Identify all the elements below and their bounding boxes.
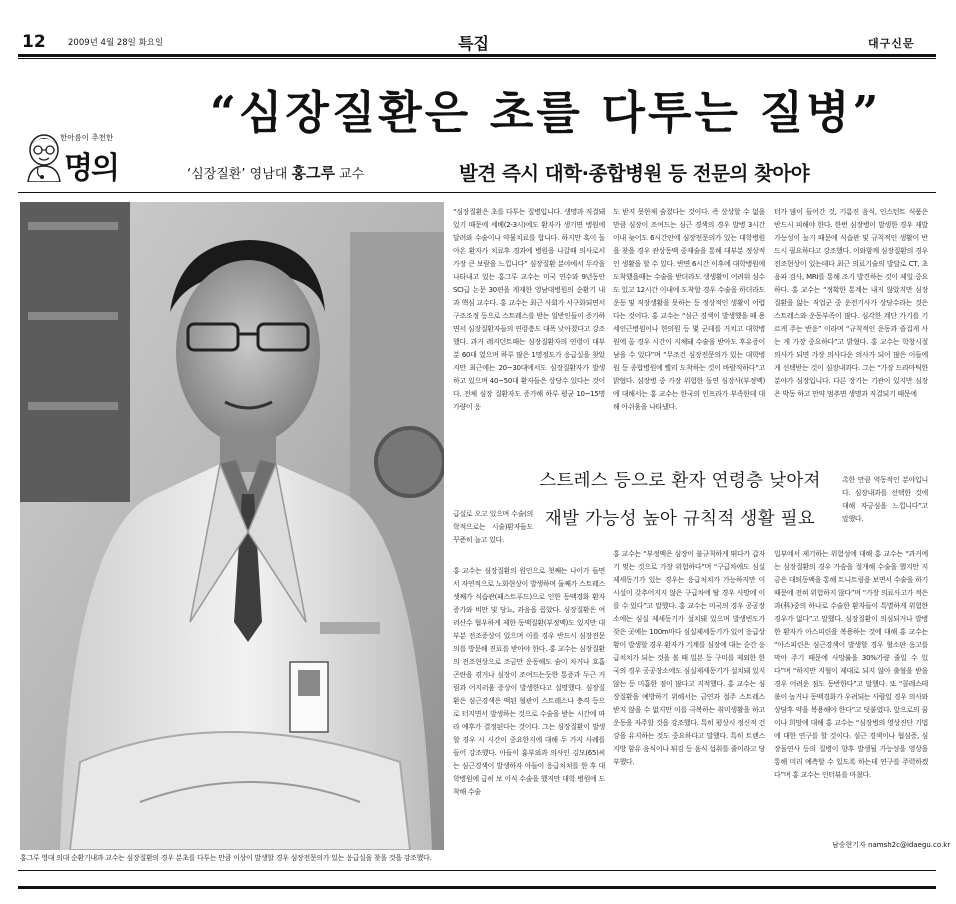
section-title: 특집 [458,34,489,53]
byline-name: 홍그루 [291,164,335,182]
pull-quote-line-2: 재발 가능성 높아 규칙적 생활 필요 [544,509,816,529]
byline [187,162,364,183]
header-rule-thin [18,58,936,59]
logo-tagline: 한아름이 추천한 [60,133,114,142]
article-column-3-bottom: 일부에서 제기하는 위험성에 대해 홍 교수는 “과거에는 심장질환의 경우 가슴을 절개해 수술을 했지만 지금은 대퇴동맥을 통해 트니트림을 보면서 수술을 하기 때문에 전혀 위험하지 않다”며 “가장 의료사고가 적은 과(科)중의 하나로 수술한 환자들이 특별하게 위험한 경우가 없다”고 말했다. 심장질환이 의심되거나 발병한 환자가 아스피린을 복용하는 것에 대해 홍 교수는 “아스피린은 심근경색이 발생할 경우 혈소판 응고를 막아 주기 때문에 사망률을 30%가량 줄일 수 있다”며 “하지만 지혈이 제대로 되지 않아 출혈을 받을 경우 어려운 점도 동반한다”고 말했다. 또 “콜레스테롤이 높거나 동맥경화가 우려되는 사람일 경우 의사와 상담후 약을 복용해야 한다”고 덧붙였다. 앞으로의 꿈이나 희망에 대해 홍 교수는 “심장병의 영상진단 기법에 대한 연구를 할 것이다. 심근 경색이나 협심증, 심장돌연사 등의 질병이 향후 발생될 가능성을 영상을 통해 미리 예측할 수 있도록 하는데 연구를 주력하겠다”며 홍 교수는 인터뷰를 마쳤다. [774,550,928,779]
subhead-rule [18,192,936,193]
subheadline: 발견 즉시 대학·종합병원 등 전문의 찾아야 [459,162,810,185]
byline-affiliation: 영남대 [249,167,288,182]
article-column-3: 터가 많이 들어간 것, 기름진 음식, 인스턴트 식품은 반드시 피해야 한다. 한번 심장병이 발생한 경우 재발가능성이 높기 때문에 식습관 및 규칙적인 생활이 반드시 필요하다고 강조했다. 이와함께 심장질환의 경우 전조현상이 있는데다 최근 의료기술의 발달로 CT, 초음파 검사, MRI를 통해 조기 발견하는 것이 제일 중요하다. 홍 교수는 “정확한 통계는 내지 않았지만 심장질환을 앓는 직업군 중 운전기사가 상당수라는 것은 스트레스와 운동부족이 많다. 심각한 계단 가기를 기르게 주는 반응” 이라며 “규칙적인 운동과 즐겁게 사는 게 가장 중요하다”고 밝혔다. 홍 교수는 학창시절 의사가 되면 가장 의사다운 의사가 되어 많은 이들에게 선택받는 것이 심장내과다. 그는 “가장 드라마틱한 분야가 심장입니다. 다른 장기는 기관이 있지만 심장은 박동 하고 만약 멈추면 생명과 직결되기 때문에 [774,208,928,398]
reporter-credit: 남승현기자 namsh2c@idaegu.co.kr [832,841,951,849]
article-column-1-wrap: 급실로 오고 있으며 수술(의학적으로는 시술)환자들도 꾸준히 늘고 있다. [453,510,533,544]
article-column-2: 도 받지 못한채 숨졌다는 것이다. 즉 상상할 수 없을 만큼 심장이 조여드는 심근 경색의 경우 발병 3시간이내 늦어도 6시간안에 심장전문의가 있는 대학병원을 찾을 경우 관상동맥 중재술을 통해 대부분 정상적인 생활을 할 수 있다. 반면 6시간 이후에 대학병원에 도착했을때는 수술을 받더라도 생생활이 어려워 심수도 있고 12시간 이내에 도착할 경우 수술을 하더라도 운동 및 직장생활을 못하는 등 정상적인 생활이 어렵다는 것이다. 홍 교수는 “심근 경색이 발생했을 때 용세인근병원이나 한의원 등 몇 군데를 거치고 대학병원에 올 경우 시간이 지체돼 수술을 받아도 후유증이 남을 수 있다”며 “무조건 심장전문의가 있는 대학병원 등 종합병원에 빨리 도착하는 것이 바람직하다”고 밝혔다. 심장병 중 가장 위험한 돌연 심장사(부정맥)에 대해서는 홍 교수는 한국의 인프라가 부족한데 대해 아쉬움을 나타냈다. [613,208,765,411]
article-column-1: “심장질환은 초를 다투는 질병입니다. 생명과 직결돼 있기 때문에 세베(2-3시)에도 환자가 생기면 병원에 달려와 수술이나 약물치료를 합니다. 하지만 혹이 돌아온 환자가 치료후 경과에 병원을 나갈때 의사로서 가장 큰 보람을 느낍니다” 심장질환 분야에서 두각을 나타내고 있는 홍그루 교수는 미국 연수와 9년동안 SCI급 논문 30편을 게재한 영남대병원의 순환기 내과 핵심 교수다. 홍 교수는 최근 사회가 서구화되면서 구조조정 등으로 스트레스를 받는 일반인들이 증가하면서 심장질환자들의 연령층도 대폭 낮아졌다고 강조했다. 과거 레지던트때는 심장질환자의 연령이 대부분 60대 였으며 하루 많은 1명정도가 응급실을 찾았지만 최근에는 20~30대에서도 심장질환자가 발생하고 있으며 40~50대 환자들은 상당수 있다는 것이다. 전체 심장 질환자도 증가해 하루 평균 10~15명 가량이 응 [453,208,605,411]
newspaper-name: 대구신문 [868,37,915,50]
headline: “심장질환은 초를 다투는 질병” [210,86,882,139]
issue-date: 2009년 4월 28일 화요일 [68,38,164,48]
article-column-3-wrap: 촉한 만큼 역동적인 분야입니다. 심장내과를 선택한 것에 대해 자긍심을 느낍니다”고 말했다. [842,476,928,523]
page-number: 12 [22,32,46,52]
article-column-2-bottom: 홍 교수는 “부정맥은 심장이 불규칙하게 뛰다가 갑자기 멎는 것으로 가장 위험하다”며 “구급차에도 심실 제세동기가 있는 경우는 응급처치가 가능하지만 이 시설이 갖추어지지 않은 구급차에 탈 경우 사망에 이를 수 있다”고 말했다. 홍 교수는 미국의 경우 공공장소에는 심실 제세동기가 설치돼 있으며 발생빈도가 잦은 곳에는 100m마다 심실제세동기가 있어 응급상황이 발생할 경우 환자가 기계를 심장에 대는 순간 응급처치가 되는 것을 볼 때 일본 등 구미를 제외한 한국의 경우 공공장소에도 심실제세동기가 설치돼 있지 않는 등 미흡한 점이 많다고 지적했다. 홍 교수는 심장질환을 예방하기 위해서는 금연과 절주 스트레스 받지 않을 수 없지만 이를 극복하는 취미생활을 하고 운동을 자주할 것을 강조했다. 특히 평상시 정신적 건강을 유지하는 것도 중요하다고 말했다. 특히 트랜스 지방 함유 음식이나 튀김 등 음식 섭취를 줄이라고 당부했다. [613,550,765,766]
pull-quote [530,462,830,538]
footer-rule [18,886,936,889]
byline-title: 교수 [339,167,365,182]
article-column-1-bottom: 홍 교수는 심장질환의 원인으로 첫째는 나이가 들면서 자연적으로 노화현상이 발생하며 둘째가 스트레스 셋째가 식습관(패스트푸드)으로 인한 동맥경화 환자증가와 비만 및 당뇨, 과음을 꼽았다. 심장질환은 여러산수 협우하게 제한 동맥질환(부정맥)도 있지만 대부분 전조증상이 있으며 이를 경우 반드시 심장전문의를 방문해 진료를 받아야 한다. 홍 교수는 심장질환의 전조현상으로 조금만 운동해도 숨이 차거나 호흡 곤란을 겪거나 심장이 조여드는듯한 통증과 두근 거림과 어지러움 증상이 발생한다고 설명했다. 심장질환은 심근경색은 맥된 혈관이 스트레스나 충격 등으로 터지면서 발생하는 것으로 수술을 받는 시간에 따라 예후가 결정된다는 것이다. 그는 심장질환이 발생할 경우 시 시간이 중요한지에 대해 두 가지 사례를 들어 강조했다. 아들이 흉부외과 의사인 김모(65)씨는 심근경색이 발생하자 아들이 응급처치를 한 후 대학병원에 급히 보 이식 수술을 했지만 대학 병원에 도착해 수술 [453,567,605,796]
logo-word: 명의 [64,151,118,186]
pull-quote-line-1: 스트레스 등으로 환자 연령층 낮아져 [539,471,821,491]
photo-caption: 홍그루 영대 의대 순환기내과 교수는 심장질환의 경우 분초를 다투는 만큼 이상이 발생할 경우 심장전문의가 있는 응급실을 찾을 것을 강조했다. [20,854,432,862]
footer-rule-thin [18,870,936,871]
byline-topic: ‘심장질환’ [187,167,246,182]
doctor-photo [20,202,444,850]
header-rule [18,54,936,57]
